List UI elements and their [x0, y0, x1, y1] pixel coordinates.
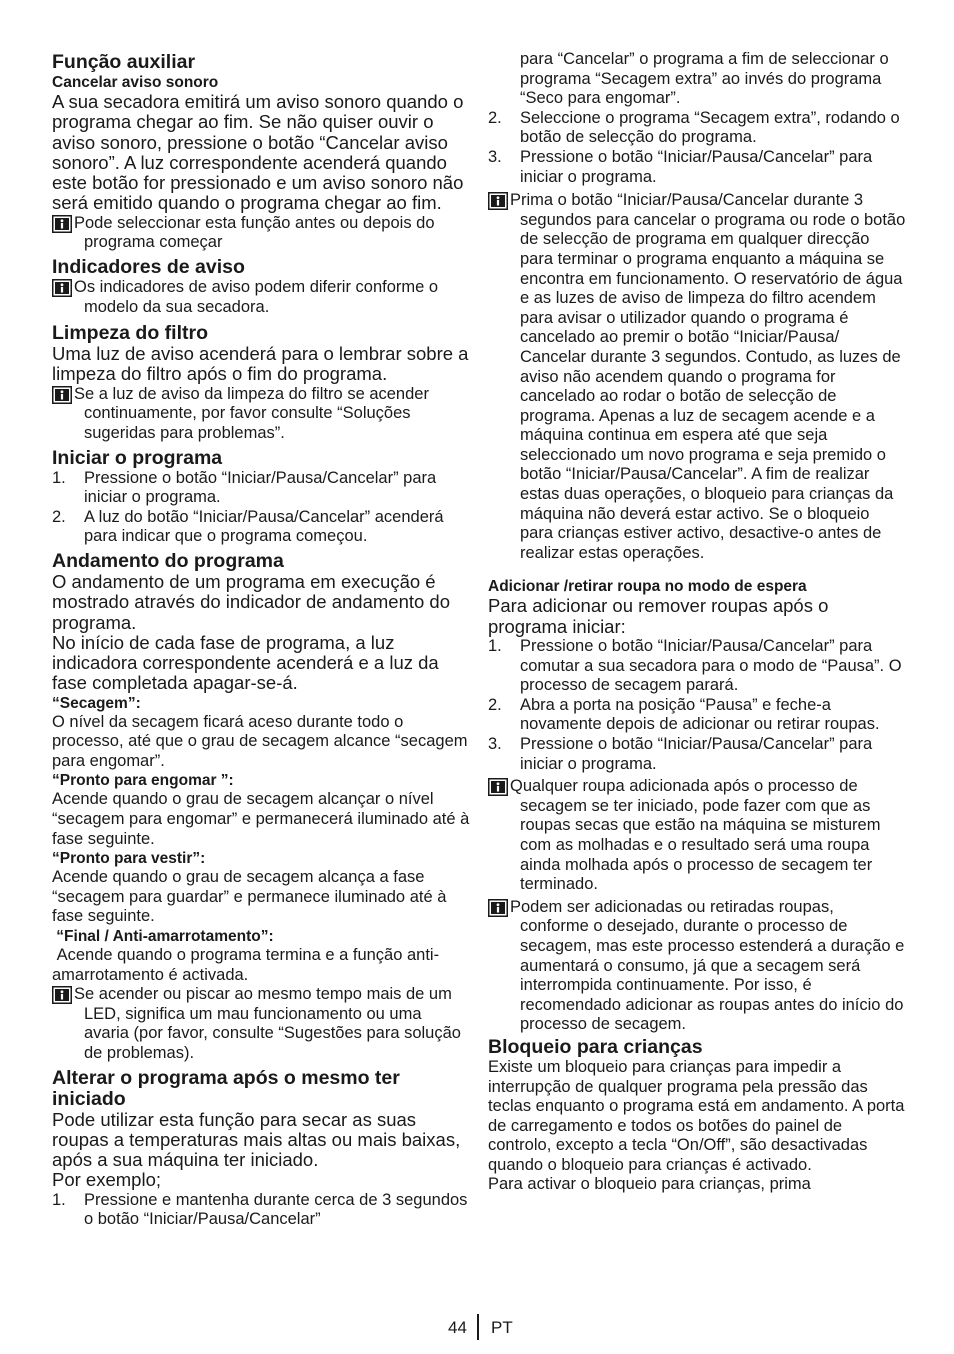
- info-icon: [52, 986, 72, 1004]
- note-indicadores: [52, 278, 470, 317]
- step-number: 2.: [488, 695, 502, 714]
- info-icon: [488, 899, 508, 917]
- step-number: 1.: [52, 1190, 66, 1209]
- paragraph-andamento-1: O andamento de um programa em execução é mostrado através do indicador de andamento do programa.: [52, 570, 451, 633]
- note-text: Se a luz de aviso da limpeza do filtro se acender continuamente, por favor consulte “Soluções sugeridas para problemas”.: [74, 384, 429, 442]
- note-text: Pode seleccionar esta função antes ou depois do programa começar: [74, 213, 435, 252]
- list-item: [488, 109, 906, 148]
- subheading-secagem: “Secagem”:: [52, 694, 141, 712]
- paragraph-aviso-sonoro: A sua secadora emitirá um aviso sonoro quando o programa chegar ao fim. Se não quiser ouvir o aviso sonoro, pressione o botão “Cancelar aviso sonoro”. A luz correspondente acenderá quando este botão for pressionado e um aviso sonoro não será emitido quando o programa chegar ao fim.: [52, 91, 464, 214]
- step-number: 2.: [52, 507, 66, 526]
- steps-alterar-cont: [488, 109, 906, 187]
- paragraph-final: Acende quando o programa termina e a função anti-amarrotamento é activada.: [52, 946, 440, 984]
- step-text: Abra a porta na posição “Pausa” e feche-a novamente depois de adicionar ou retirar roupas.: [520, 695, 880, 734]
- note-limpeza: [52, 385, 470, 444]
- note-cancelar: [488, 191, 906, 563]
- subheading-pronto-vestir: “Pronto para vestir”:: [52, 850, 206, 868]
- note-text: Qualquer roupa adicionada após o processo de secagem se ter iniciado, pode fazer com que as roupas secas que estão na máquina se misturem com as molhadas e o resultado será uma roupa ainda molhada após o processo de secagem ter terminado.: [510, 777, 881, 894]
- note-text: Podem ser adicionadas ou retiradas roupas, conforme o desejado, durante o processo de secagem, mas este processo estenderá a duração e aumentará o consumo, já que a secagem será interrompida continuamente. Por isso, é recomendado adicionar as roupas antes do início do processo de secagem.: [510, 897, 905, 1034]
- step-text: Pressione e mantenha durante cerca de 3 segundos o botão “Iniciar/Pausa/Cancelar”: [84, 1190, 468, 1229]
- note-led: [52, 985, 470, 1063]
- step-text: A luz do botão “Iniciar/Pausa/Cancelar” acenderá para indicar que o programa começou.: [84, 507, 444, 546]
- section-title-iniciar: Iniciar o programa: [52, 446, 223, 469]
- note-funcao: [52, 214, 470, 253]
- steps-adicionar: [488, 637, 906, 774]
- step-number: 1.: [488, 637, 502, 656]
- subheading-cancelar-aviso-sonoro: Cancelar aviso sonoro: [52, 74, 219, 91]
- info-icon: [488, 778, 508, 796]
- spacer: [488, 563, 906, 577]
- subheading-adicionar-roupa: Adicionar /retirar roupa no modo de espera: [488, 578, 807, 596]
- list-item: [488, 148, 906, 187]
- step-number: 1.: [52, 468, 66, 487]
- list-item: [52, 1191, 470, 1230]
- step-text: Seleccione o programa “Secagem extra”, rodando o botão de selecção do programa.: [520, 108, 900, 147]
- right-column: [488, 50, 906, 1195]
- note-text: Os indicadores de aviso podem diferir conforme o modelo da sua secadora.: [74, 277, 439, 316]
- note-roupa-adicionada: [488, 777, 906, 895]
- section-title-limpeza: Limpeza do filtro: [52, 322, 208, 345]
- paragraph-exemplo: Por exemplo;: [52, 1169, 161, 1191]
- paragraph-alterar: Pode utilizar esta função para secar as suas roupas a temperaturas mais altas ou mais baixas, após a sua máquina ter iniciado.: [52, 1108, 461, 1171]
- step-text: Pressione o botão “Iniciar/Pausa/Cancelar” para iniciar o programa.: [520, 147, 873, 186]
- paragraph-pronto-vestir: Acende quando o grau de secagem alcança a fase “secagem para guardar” e permanece iluminado até à fase seguinte.: [52, 868, 447, 926]
- paragraph-bloqueio: Existe um bloqueio para crianças para impedir a interrupção de qualquer programa pela pressão das teclas enquanto o programa está em andamento. A porta de carregamento e todos os botões do painel de controlo, excepto a tecla “On/Off”, são desactivadas quando o bloqueio para crianças é activado.: [488, 1057, 905, 1174]
- list-item: [488, 735, 906, 774]
- note-text: Se acender ou piscar ao mesmo tempo mais de um LED, significa um mau funcionamento ou uma avaria (por favor, consulte “Sugestões para solução de problemas).: [74, 985, 461, 1062]
- list-item: [488, 637, 906, 696]
- section-title-indicadores: Indicadores de aviso: [52, 255, 245, 278]
- steps-alterar: [52, 1191, 470, 1230]
- subheading-final: “Final / Anti-amarrotamento”:: [52, 928, 274, 946]
- step-text: Pressione o botão “Iniciar/Pausa/Cancelar” para iniciar o programa.: [520, 735, 873, 773]
- footer-divider: [477, 1314, 479, 1340]
- paragraph-continuation: para “Cancelar” o programa a fim de seleccionar o programa “Secagem extra” ao invés do programa “Seco para engomar”.: [520, 50, 889, 108]
- step-number: 3.: [488, 735, 502, 753]
- info-icon: [52, 215, 72, 233]
- page-language: PT: [491, 1318, 513, 1337]
- paragraph-andamento-2: No início de cada fase de programa, a luz indicadora correspondente acenderá e a luz da fase completada apagar-se-á.: [52, 631, 439, 694]
- section-title-andamento: Andamento do programa: [52, 549, 284, 572]
- note-text: Prima o botão “Iniciar/Pausa/Cancelar durante 3 segundos para cancelar o programa ou rode o botão de selecção de programa em qualquer direcção para terminar o programa enquanto a máquina se encontra em funcionamento. O reservatório de água e as luzes de aviso de limpeza do filtro acendem para avisar o utilizador quando o programa é cancelado ao premir o botão “Iniciar/Pausa/ Cancelar durante 3 segundos. Contudo, as luzes de aviso não acendem quando o programa for cancelado ao rodar o botão de selecção de programa. Apenas a luz de secagem acende e a máquina continua em espera até que seja seleccionado um novo programa e seja premido o botão “Iniciar/Pausa/Cancelar”. A fim de realizar estas duas operações, o bloqueio para crianças da máquina não deverá estar activo. Se o bloqueio para crianças estiver activo, desactive-o antes de realizar estas operações.: [510, 191, 906, 562]
- page-number: 44: [448, 1318, 467, 1337]
- paragraph-secagem: O nível da secagem ficará aceso durante todo o processo, até que o grau de secagem alcance “secagem para engomar”.: [52, 712, 468, 770]
- info-icon: [488, 192, 508, 210]
- page-footer: [0, 1314, 954, 1340]
- section-title-alterar: Alterar o programa após o mesmo ter iniciado: [52, 1066, 400, 1110]
- paragraph-pronto-engomar: Acende quando o grau de secagem alcançar o nível “secagem para engomar” e permanecerá iluminado até à fase seguinte.: [52, 790, 470, 848]
- list-item: [52, 469, 470, 508]
- list-item: [52, 508, 470, 547]
- step-text: Pressione o botão “Iniciar/Pausa/Cancelar” para iniciar o programa.: [84, 468, 437, 507]
- steps-iniciar: [52, 469, 470, 547]
- left-column: [52, 50, 470, 1230]
- paragraph-limpeza: Uma luz de aviso acenderá para o lembrar sobre a limpeza do filtro após o fim do programa.: [52, 343, 469, 385]
- note-adicionar-retirar: [488, 898, 906, 1035]
- info-icon: [52, 386, 72, 404]
- list-item: [488, 696, 906, 735]
- section-title-funcao-auxiliar: Função auxiliar: [52, 51, 196, 73]
- step-number: 3.: [488, 147, 502, 166]
- step-text: Pressione o botão “Iniciar/Pausa/Cancelar” para comutar a sua secadora para o modo de “Pausa”. O processo de secagem parará.: [520, 637, 902, 695]
- paragraph-bloqueio-2: Para activar o bloqueio para crianças, prima: [488, 1175, 811, 1194]
- subheading-pronto-engomar: “Pronto para engomar ”:: [52, 772, 234, 790]
- paragraph-adicionar: Para adicionar ou remover roupas após o programa iniciar:: [488, 595, 829, 637]
- info-icon: [52, 279, 72, 297]
- step-number: 2.: [488, 108, 502, 127]
- section-title-bloqueio: Bloqueio para crianças: [488, 1035, 703, 1058]
